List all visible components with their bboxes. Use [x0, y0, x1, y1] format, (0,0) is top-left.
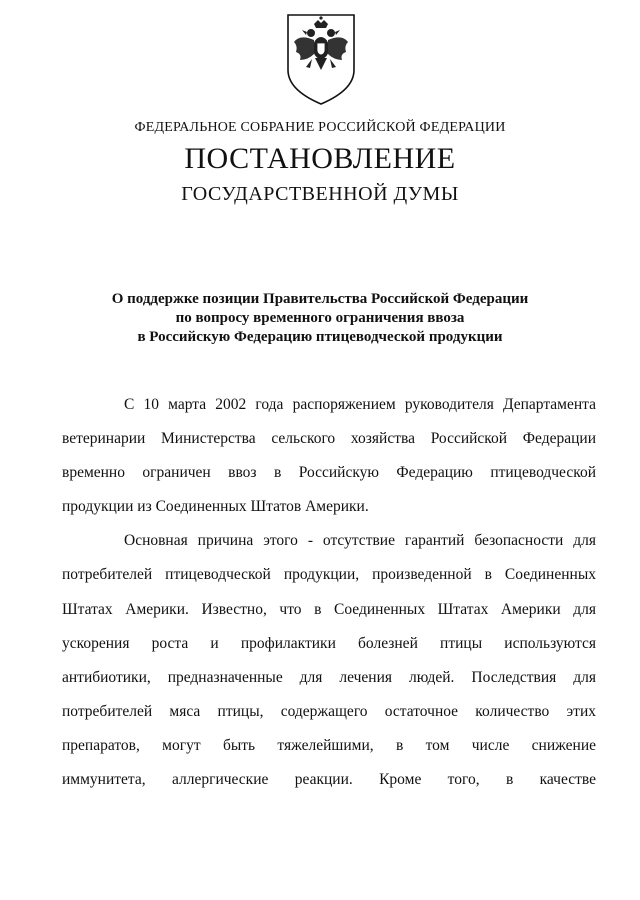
document-body — [62, 388, 596, 797]
document-subtype: ГОСУДАРСТВЕННОЙ ДУМЫ — [181, 183, 459, 205]
text-line: временно ограничен ввоз в Российскую Федерацию птицеводческой — [62, 464, 596, 482]
text-line: ветеринарии Министерства сельского хозяйства Российской Федерации — [62, 430, 596, 448]
paragraph — [62, 524, 596, 797]
text-line: иммунитета, аллергические реакции. Кроме того, в качестве — [62, 771, 596, 789]
text-line: антибиотики, предназначенные для лечения людей. Последствия для — [62, 668, 596, 686]
text-line: потребителей мяса птицы, содержащего остаточное количество этих — [62, 702, 596, 720]
text-line: ускорения роста и профилактики болезней птицы используются — [62, 634, 596, 652]
double-headed-eagle-emblem-icon — [284, 12, 358, 106]
text-line: Основная причина этого - отсутствие гарантий безопасности для — [124, 532, 596, 550]
organization-name: ФЕДЕРАЛЬНОЕ СОБРАНИЕ РОССИЙСКОЙ ФЕДЕРАЦИИ — [134, 120, 506, 135]
text-line: продукции из Соединенных Штатов Америки. — [62, 498, 369, 516]
text-line: потребителей птицеводческой продукции, произведенной в Соединенных — [62, 566, 596, 584]
title-line: О поддержке позиции Правительства Российской Федерации — [111, 291, 529, 307]
title-line: по вопросу временного ограничения ввоза — [175, 310, 465, 326]
document-type: ПОСТАНОВЛЕНИЕ — [184, 142, 456, 175]
text-line: С 10 марта 2002 года распоряжением руководителя Департамента — [124, 396, 596, 413]
text-line: Штатах Америки. Известно, что в Соединенных Штатах Америки для — [62, 600, 596, 618]
paragraph — [62, 388, 596, 524]
title-line: в Российскую Федерацию птицеводческой продукции — [137, 329, 503, 345]
text-line: препаратов, могут быть тяжелейшими, в том числе снижение — [62, 736, 596, 754]
document-title — [0, 290, 640, 347]
